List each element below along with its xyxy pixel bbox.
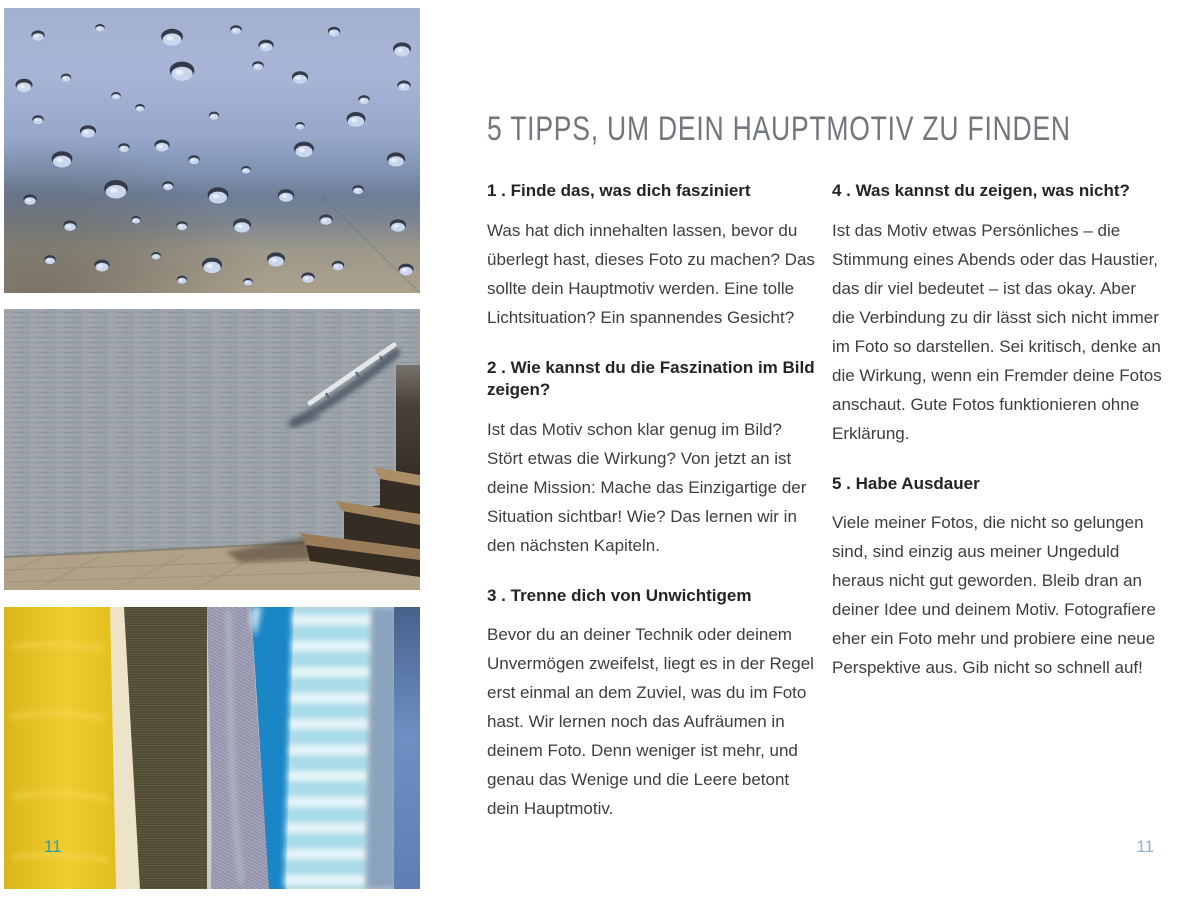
tip-5-body: Viele meiner Fotos, die nicht so gelungen sind, sind einzig aus meiner Ungeduld heraus nicht gut geworden. Bleib dran an deiner Idee und deinem Motiv. Fotografiere eher ein Foto mehr und probiere eine neue Perspektive aus. Gib nicht so schnell auf! [832,513,1156,678]
tip-1-heading: 1 . Finde das, was dich fasziniert [487,181,751,200]
photo-wall-stairs [4,309,420,590]
page-title: 5 TIPPS, UM DEIN HAUPTMOTIV ZU FINDEN [487,110,1071,148]
tip-1 [487,180,818,332]
tip-4-heading: 4 . Was kannst du zeigen, was nicht? [832,181,1130,200]
photo-colorful-towels [4,607,420,889]
photo-raindrops [4,8,420,293]
page-number-left: 11 [44,837,62,856]
tip-4-body: Ist das Motiv etwas Persönliches – die Stimmung eines Abends oder das Haustier, das dir viel bedeutet – ist das okay. Aber die Verbindung zu dir lässt sich nicht immer im Foto so darstellen. Sei kritisch, denke an die Wirkung, wenn ein Fremder deine Fotos anschaut. Gute Fotos funktionieren ohne Erklärung. [832,220,1162,443]
tip-2 [487,357,818,560]
tip-2-heading: 2 . Wie kannst du die Faszination im Bild zeigen? [487,357,815,400]
tip-5-heading: 5 . Habe Ausdauer [832,473,980,493]
text-content [487,110,1163,823]
two-column-text [487,180,1163,823]
tip-2-body: Ist das Motiv schon klar genug im Bild? Stört etwas die Wirkung? Von jetzt an ist deine Mission: Mache das Einzigartige der Situation sichtbar! Wie? Das lernen wir in den nächsten Kapiteln. [487,419,807,555]
tip-1-body: Was hat dich innehalten lassen, bevor du überlegt hast, dieses Foto zu machen? Das sollte dein Hauptmotiv werden. Eine tolle Lichtsituation? Ein spannendes Gesicht? [487,220,815,327]
tip-3-heading: 3 . Trenne dich von Unwichtigem [487,585,752,605]
tip-5 [832,473,1163,683]
text-column-left [487,180,818,823]
page-number-right: 11 [1136,837,1154,856]
tip-3 [487,585,818,824]
text-column-right [832,180,1163,823]
tip-3-body: Bevor du an deiner Technik oder deinem Unvermögen zweifelst, liegt es in der Regel erst einmal an dem Zuviel, was du im Foto hast. Wir lernen noch das Aufräumen in deinem Foto. Denn weniger ist mehr, und genau das Wenige und die Leere betont dein Hauptmotiv. [487,625,814,819]
tip-4 [832,180,1163,448]
